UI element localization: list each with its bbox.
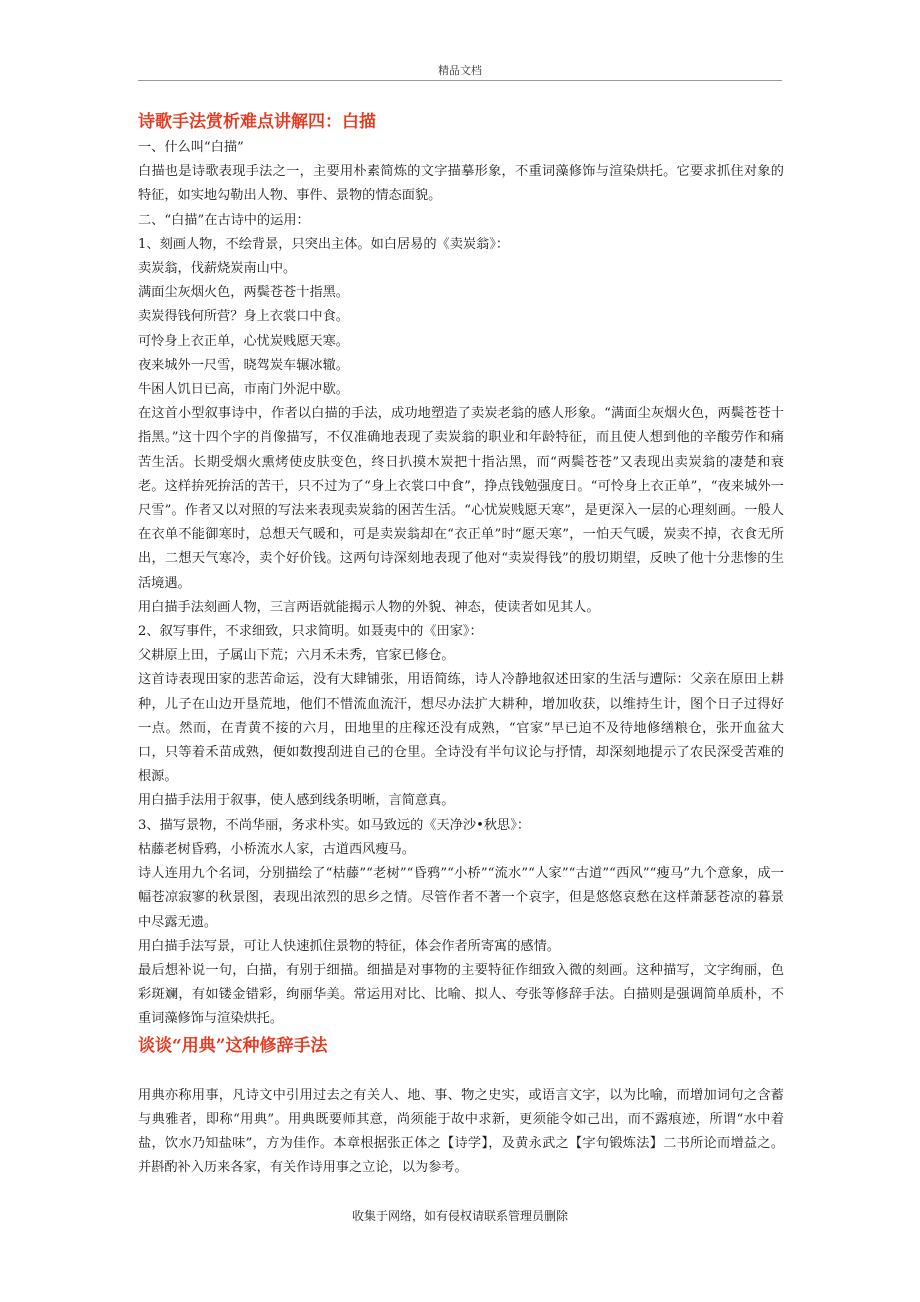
paragraph: 用白描手法写景，可让人快速抓住景物的特征，体会作者所寄寓的感情。 (138, 938, 560, 954)
document-body (138, 108, 784, 1180)
paragraph: 可怜身上衣正单，心忧炭贱愿天寒。 (138, 333, 349, 349)
paragraph: 牛困人饥日已高，市南门外泥中歇。 (138, 382, 349, 398)
paragraph: 2、叙写事件，不求细致，只求简明。如聂夷中的《田家》： (138, 624, 483, 640)
page-footer: 收集于网络，如有侵权请联系管理员删除 (351, 1209, 568, 1223)
section-title-baimiao: 诗歌手法赏析难点讲解四：白描 (138, 112, 376, 132)
paragraph: 二、“白描”在古诗中的运用： (138, 212, 310, 228)
paragraph: 最后想补说一句，白描，有别于细描。细描是对事物的主要特征作细致入微的刻画。这种描写，文字绚丽，色彩斑斓，有如镂金错彩，绚丽华美。常运用对比、比喻、拟人、夸张等修辞手法。白描则是强调简单质朴，不重词藻修饰与渲染烘托。 (138, 962, 784, 1027)
paragraph: 1、刻画人物，不绘背景，只突出主体。如白居易的《卖炭翁》： (138, 236, 510, 252)
paragraph: 这首诗表现田家的悲苦命运，没有大肆铺张，用语简练，诗人冷静地叙述田家的生活与遭际：父亲在原田上耕种，儿子在山边开垦荒地，他们不惜流血流汗，想尽办法扩大耕种，增加收获，以维持生计，图个日子过得好一点。然而，在青黄不接的六月，田地里的庄稼还没有成熟，“官家”早已迫不及待地修缮粮仓，张开血盆大口，只等着禾苗成熟，便如数搜刮进自己的仓里。全诗没有半句议论与抒情，却深刻地提示了农民深受苦难的根源。 (138, 672, 784, 785)
page-header: 精品文档 (438, 64, 482, 77)
paragraph: 在这首小型叙事诗中，作者以白描的手法，成功地塑造了卖炭老翁的感人形象。“满面尘灰烟火色，两鬓苍苍十指黑。”这十四个字的肖像描写，不仅准确地表现了卖炭翁的职业和年龄特征，而且使人想到他的辛酸劳作和痛苦生活。长期受烟火熏烤使皮肤变色，终日扒摸木炭把十指沾黑，而“两鬓苍苍”又表现出卖炭翁的凄楚和衰老。这样拚死拚活的苦干，只不过为了“身上衣裳口中食”，挣点钱勉强度日。“可怜身上衣正单”，“夜来城外一尺雪”。作者又以对照的写法来表现卖炭翁的困苦生活。“心忧炭贱愿天寒”，是更深入一层的心理刻画。一般人在衣单不能御寒时，总想天气暖和，可是卖炭翁却在“衣正单”时“愿天寒”，一怕天气暖，炭卖不掉，衣食无所出，二想天气寒冷，卖个好价钱。这两句诗深刻地表现了他对“卖炭得钱”的殷切期望，反映了他十分悲惨的生活境遇。 (138, 406, 784, 591)
paragraph: 夜来城外一尺雪，晓驾炭车辗冰辙。 (138, 357, 349, 373)
section-yongdian-body (138, 1084, 784, 1181)
paragraph: 满面尘灰烟火色，两鬓苍苍十指黑。 (138, 285, 349, 301)
paragraph: 卖炭翁，伐薪烧炭南山中。 (138, 261, 297, 277)
paragraph: 用白描手法刻画人物，三言两语就能揭示人物的外貌、神态，使读者如见其人。 (138, 599, 600, 615)
paragraph: 诗人连用九个名词，分别描绘了“枯藤”“老树”“昏鸦”“小桥”“流水”“人家”“古道”“西风”“瘦马”九个意象，成一幅苍凉寂寥的秋景图，表现出浓烈的思乡之情。尽管作者不著一个哀字，但是悠悠哀愁在这样萧瑟苍凉的暮景中尽露无遗。 (138, 866, 784, 930)
paragraph: 父耕原上田，子属山下荒；六月禾未秀，官家已修仓。 (138, 648, 455, 664)
paragraph: 一、什么叫“白描” (138, 140, 244, 155)
paragraph: 3、描写景物，不尚华丽，务求朴实。如马致远的《天净沙•秋思》： (138, 817, 531, 833)
paragraph: 白描也是诗歌表现手法之一，主要用朴素简炼的文字描摹形象，不重词藻修饰与渲染烘托。它要求抓住对象的特征，如实地勾勒出人物、事件、景物的情态面貌。 (138, 164, 784, 204)
header-divider (138, 80, 782, 81)
section-baimiao-body (138, 136, 784, 1032)
paragraph: 卖炭得钱何所营？身上衣裳口中食。 (138, 309, 349, 325)
paragraph: 用白描手法用于叙事，使人感到线条明晰，言简意真。 (138, 793, 455, 809)
paragraph: 用典亦称用事，凡诗文中引用过去之有关人、地、事、物之史实，或语言文字，以为比喻，而增加词句之含蓄与典雅者，即称“用典”。用典既要师其意，尚须能于故中求新，更须能令如己出，而不露痕迹，所谓“水中着盐，饮水乃知盐味”，方为佳作。本章根据张正体之【诗学】，及黄永武之【字句锻炼法】二书所论而增益之。并斟酌补入历来各家，有关作诗用事之立论，以为参考。 (138, 1087, 784, 1176)
section-title-yongdian: 谈谈“用典”这种修辞手法 (138, 1035, 328, 1056)
paragraph: 枯藤老树昏鸦，小桥流水人家，古道西风瘦马。 (138, 841, 415, 857)
